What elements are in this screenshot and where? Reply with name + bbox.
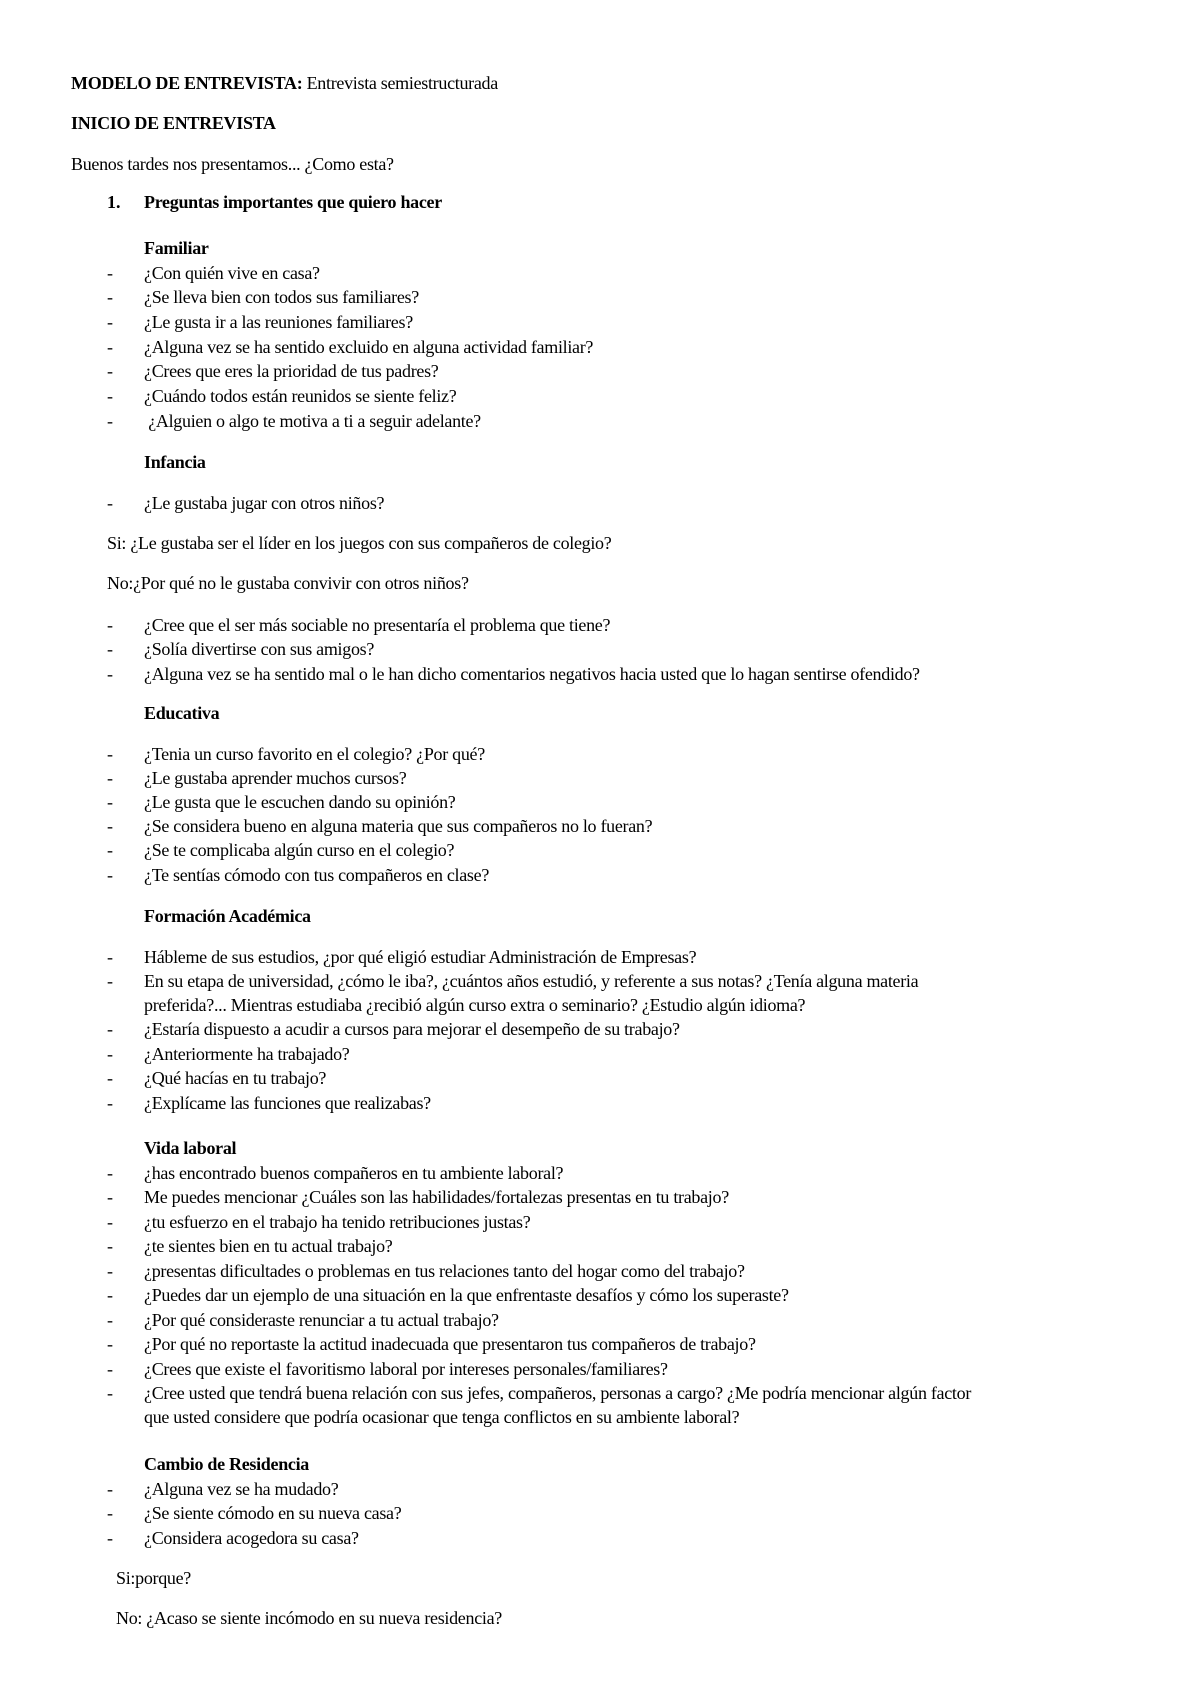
bullet: - <box>107 1093 113 1113</box>
list-item: ¿Se considera bueno en alguna materia que sus compañeros no lo fueran? <box>144 816 653 836</box>
list-item: ¿tu esfuerzo en el trabajo ha tenido retribuciones justas? <box>144 1212 531 1232</box>
list-item: ¿Se te complicaba algún curso en el colegio? <box>144 840 455 860</box>
list-item: ¿te sientes bien en tu actual trabajo? <box>144 1236 393 1256</box>
bullet: - <box>107 1163 113 1183</box>
list-item: ¿Cuándo todos están reunidos se siente feliz? <box>144 386 457 406</box>
formacion-heading: Formación Académica <box>144 906 311 926</box>
list-item: ¿Considera acogedora su casa? <box>144 1528 359 1548</box>
list-item: ¿Crees que existe el favoritismo laboral por intereses personales/familiares? <box>144 1359 668 1379</box>
infancia-si: Si: ¿Le gustaba ser el líder en los juegos con sus compañeros de colegio? <box>107 533 612 553</box>
bullet: - <box>107 1383 113 1403</box>
list-item: ¿presentas dificultades o problemas en tus relaciones tanto del hogar como del trabajo? <box>144 1261 745 1281</box>
list-item: ¿Te sentías cómodo con tus compañeros en clase? <box>144 865 490 885</box>
residencia-no: No: ¿Acaso se siente incómodo en su nueva residencia? <box>116 1608 502 1628</box>
bullet: - <box>107 287 113 307</box>
bullet: - <box>107 1334 113 1354</box>
list-item: ¿Por qué no reportaste la actitud inadecuada que presentaron tus compañeros de trabajo? <box>144 1334 756 1354</box>
bullet: - <box>107 1044 113 1064</box>
bullet: - <box>107 312 113 332</box>
bullet: - <box>107 1285 113 1305</box>
section-title: Preguntas importantes que quiero hacer <box>144 192 442 212</box>
list-item: ¿Se siente cómodo en su nueva casa? <box>144 1503 402 1523</box>
list-item: ¿Alguna vez se ha mudado? <box>144 1479 339 1499</box>
list-item: Hábleme de sus estudios, ¿por qué eligió estudiar Administración de Empresas? <box>144 947 697 967</box>
bullet: - <box>107 386 113 406</box>
bullet: - <box>107 1503 113 1523</box>
list-item: ¿Con quién vive en casa? <box>144 263 320 283</box>
list-item: ¿Le gustaba aprender muchos cursos? <box>144 768 407 788</box>
section-number: 1. <box>107 192 121 212</box>
bullet: - <box>107 1479 113 1499</box>
list-item: ¿Por qué consideraste renunciar a tu actual trabajo? <box>144 1310 499 1330</box>
bullet: - <box>107 744 113 764</box>
model-label: MODELO DE ENTREVISTA: <box>71 73 303 93</box>
bullet: - <box>107 639 113 659</box>
model-value: Entrevista semiestructurada <box>302 73 498 93</box>
list-item: ¿Alguien o algo te motiva a ti a seguir adelante? <box>144 411 481 431</box>
bullet: - <box>107 1236 113 1256</box>
list-item: ¿Tenia un curso favorito en el colegio? ¿Por qué? <box>144 744 485 764</box>
list-item: ¿Alguna vez se ha sentido excluido en alguna actividad familiar? <box>144 337 594 357</box>
list-item: ¿Crees que eres la prioridad de tus padres? <box>144 361 439 381</box>
bullet: - <box>107 337 113 357</box>
infancia-heading: Infancia <box>144 452 206 472</box>
greeting: Buenos tardes nos presentamos... ¿Como esta? <box>71 154 394 174</box>
bullet: - <box>107 792 113 812</box>
list-item: ¿Anteriormente ha trabajado? <box>144 1044 350 1064</box>
list-item: ¿Alguna vez se ha sentido mal o le han dicho comentarios negativos hacia usted que lo hagan sentirse ofendido? <box>144 664 920 684</box>
bullet: - <box>107 615 113 635</box>
vida-heading: Vida laboral <box>144 1138 237 1158</box>
bullet: - <box>107 1359 113 1379</box>
educativa-heading: Educativa <box>144 703 220 723</box>
list-item: En su etapa de universidad, ¿cómo le iba?, ¿cuántos años estudió, y referente a sus notas? ¿Tenía alguna materia <box>144 971 919 991</box>
bullet: - <box>107 1068 113 1088</box>
residencia-heading: Cambio de Residencia <box>144 1454 310 1474</box>
bullet: - <box>107 664 113 684</box>
bullet: - <box>107 1187 113 1207</box>
bullet: - <box>107 263 113 283</box>
list-item: ¿Cree que el ser más sociable no presentaría el problema que tiene? <box>144 615 611 635</box>
start-title: INICIO DE ENTREVISTA <box>71 113 276 133</box>
list-item: ¿Se lleva bien con todos sus familiares? <box>144 287 419 307</box>
list-item-continuation: que usted considere que podría ocasionar que tenga conflictos en su ambiente laboral? <box>144 1407 740 1427</box>
bullet: - <box>107 947 113 967</box>
bullet: - <box>107 493 113 513</box>
list-item: ¿has encontrado buenos compañeros en tu ambiente laboral? <box>144 1163 564 1183</box>
bullet: - <box>107 840 113 860</box>
list-item: ¿Le gustaba jugar con otros niños? <box>144 493 385 513</box>
familiar-heading: Familiar <box>144 238 209 258</box>
list-item: ¿Solía divertirse con sus amigos? <box>144 639 375 659</box>
list-item-continuation: preferida?... Mientras estudiaba ¿recibió algún curso extra o seminario? ¿Estudio algún idioma? <box>144 995 806 1015</box>
bullet: - <box>107 1212 113 1232</box>
list-item: ¿Le gusta ir a las reuniones familiares? <box>144 312 413 332</box>
bullet: - <box>107 865 113 885</box>
residencia-si: Si:porque? <box>116 1568 191 1588</box>
list-item: ¿Puedes dar un ejemplo de una situación en la que enfrentaste desafíos y cómo los superaste? <box>144 1285 789 1305</box>
bullet: - <box>107 1261 113 1281</box>
list-item: Me puedes mencionar ¿Cuáles son las habilidades/fortalezas presentas en tu trabajo? <box>144 1187 729 1207</box>
bullet: - <box>107 1528 113 1548</box>
list-item: ¿Qué hacías en tu trabajo? <box>144 1068 327 1088</box>
bullet: - <box>107 411 113 431</box>
model-line <box>71 72 498 94</box>
bullet: - <box>107 816 113 836</box>
list-item: ¿Explícame las funciones que realizabas? <box>144 1093 431 1113</box>
bullet: - <box>107 768 113 788</box>
bullet: - <box>107 971 113 991</box>
bullet: - <box>107 361 113 381</box>
infancia-no: No:¿Por qué no le gustaba convivir con otros niños? <box>107 573 469 593</box>
bullet: - <box>107 1310 113 1330</box>
list-item: ¿Le gusta que le escuchen dando su opinión? <box>144 792 456 812</box>
list-item: ¿Estaría dispuesto a acudir a cursos para mejorar el desempeño de su trabajo? <box>144 1019 680 1039</box>
bullet: - <box>107 1019 113 1039</box>
list-item: ¿Cree usted que tendrá buena relación con sus jefes, compañeros, personas a cargo? ¿Me podría mencionar algún factor <box>144 1383 972 1403</box>
